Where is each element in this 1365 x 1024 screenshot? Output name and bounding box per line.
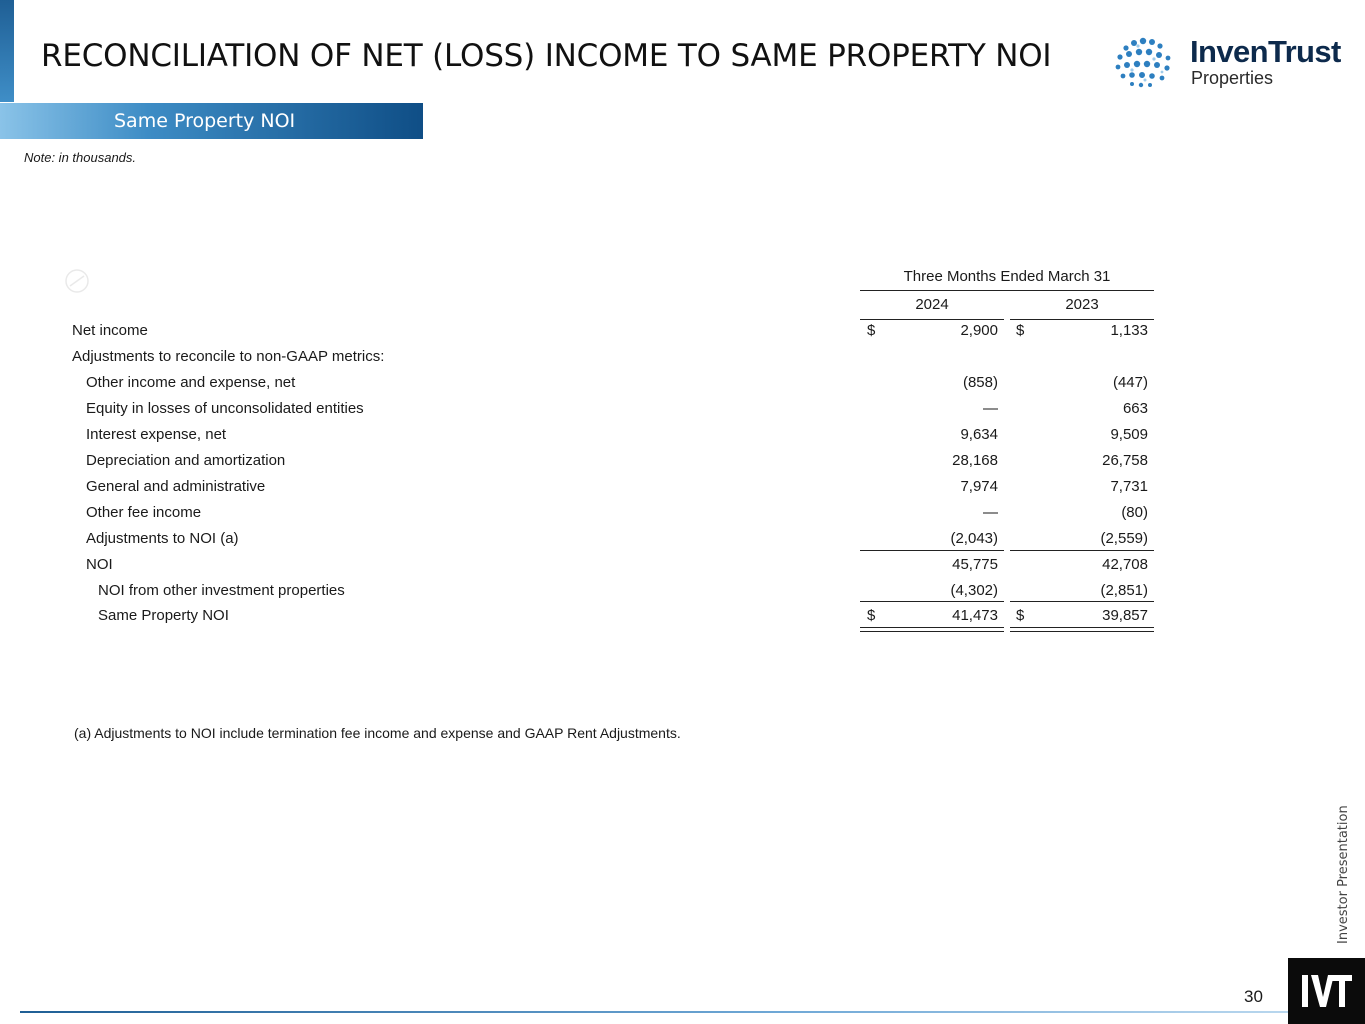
table-row-interest-expense [0, 426, 1200, 452]
currency-symbol: $ [1016, 607, 1025, 624]
value-2024: 9,634 [960, 426, 998, 443]
value-2024: (858) [962, 374, 998, 391]
table-row-depreciation [0, 452, 1200, 478]
row-label: NOI from other investment properties [98, 582, 345, 599]
table-row-noi [0, 556, 1200, 582]
value-2024: (4,302) [950, 582, 998, 599]
table-row-other-fee-income [0, 504, 1200, 530]
subtotal-rule [860, 550, 1004, 551]
table-row-equity-losses [0, 400, 1200, 426]
subtotal-rule [1010, 550, 1154, 551]
value-2023: 39,857 [1102, 607, 1148, 624]
table-row-adjustments-heading [0, 348, 1200, 374]
row-label: Adjustments to reconcile to non-GAAP metrics: [72, 348, 385, 365]
page-title: RECONCILIATION OF NET (LOSS) INCOME TO SAME PROPERTY NOI [41, 38, 1052, 74]
value-2023: (447) [1112, 374, 1148, 391]
table-row-other-income [0, 374, 1200, 400]
footer-rule [20, 1011, 1288, 1013]
subtotal-rule [1010, 601, 1154, 602]
value-2024: 28,168 [952, 452, 998, 469]
row-label: Adjustments to NOI (a) [86, 530, 239, 547]
section-label: Same Property NOI [114, 110, 296, 132]
value-2023: (2,559) [1100, 530, 1148, 547]
value-2024: (2,043) [950, 530, 998, 547]
row-label: Net income [72, 322, 148, 339]
section-banner [0, 103, 423, 139]
ivt-monogram-icon [1302, 971, 1352, 1011]
value-2023: 7,731 [1110, 478, 1148, 495]
logo-name: InvenTrust [1190, 34, 1341, 69]
value-2024: — [983, 504, 998, 521]
table-row-net-income [0, 322, 1200, 348]
side-label: Investor Presentation [1336, 805, 1351, 944]
units-note: Note: in thousands. [24, 150, 137, 165]
value-2023: (2,851) [1100, 582, 1148, 599]
value-2024: 2,900 [960, 322, 998, 339]
logo-subtitle: Properties [1191, 68, 1274, 88]
value-2023: 26,758 [1102, 452, 1148, 469]
currency-symbol: $ [867, 322, 876, 339]
row-label: NOI [86, 556, 113, 573]
table-row-general-admin [0, 478, 1200, 504]
total-double-rule [1010, 627, 1154, 632]
currency-symbol: $ [867, 607, 876, 624]
subtotal-rule [860, 601, 1004, 602]
value-2024: 7,974 [960, 478, 998, 495]
table-row-noi-other-properties [0, 582, 1200, 608]
value-2024: — [983, 400, 998, 417]
value-2024: 45,775 [952, 556, 998, 573]
currency-symbol: $ [1016, 322, 1025, 339]
total-double-rule [860, 627, 1004, 632]
value-2023: 9,509 [1110, 426, 1148, 443]
row-label: Same Property NOI [98, 607, 229, 624]
globe-logo-icon [1112, 34, 1178, 92]
table-row-adjustments-noi [0, 530, 1200, 556]
row-label: Other fee income [86, 504, 202, 521]
footnote: (a) Adjustments to NOI include termination fee income and expense and GAAP Rent Adjustments. [74, 725, 681, 741]
row-label: Other income and expense, net [86, 374, 296, 391]
page-number: 30 [1244, 987, 1263, 1006]
value-2023: 1,133 [1110, 322, 1148, 339]
row-label: Interest expense, net [86, 426, 227, 443]
value-2024: 41,473 [952, 607, 998, 624]
year-header-2024: 2024 [860, 296, 1004, 320]
value-2023: (80) [1121, 504, 1148, 521]
period-header: Three Months Ended March 31 [860, 268, 1154, 291]
left-accent-bar [0, 0, 14, 102]
row-label: Depreciation and amortization [86, 452, 286, 469]
watermark-icon [62, 266, 92, 296]
value-2023: 42,708 [1102, 556, 1148, 573]
value-2023: 663 [1122, 400, 1148, 417]
corner-badge [1288, 958, 1365, 1024]
inventrust-logo [1112, 34, 1341, 94]
row-label: General and administrative [86, 478, 266, 495]
row-label: Equity in losses of unconsolidated entities [86, 400, 364, 417]
year-header-2023: 2023 [1010, 296, 1154, 320]
